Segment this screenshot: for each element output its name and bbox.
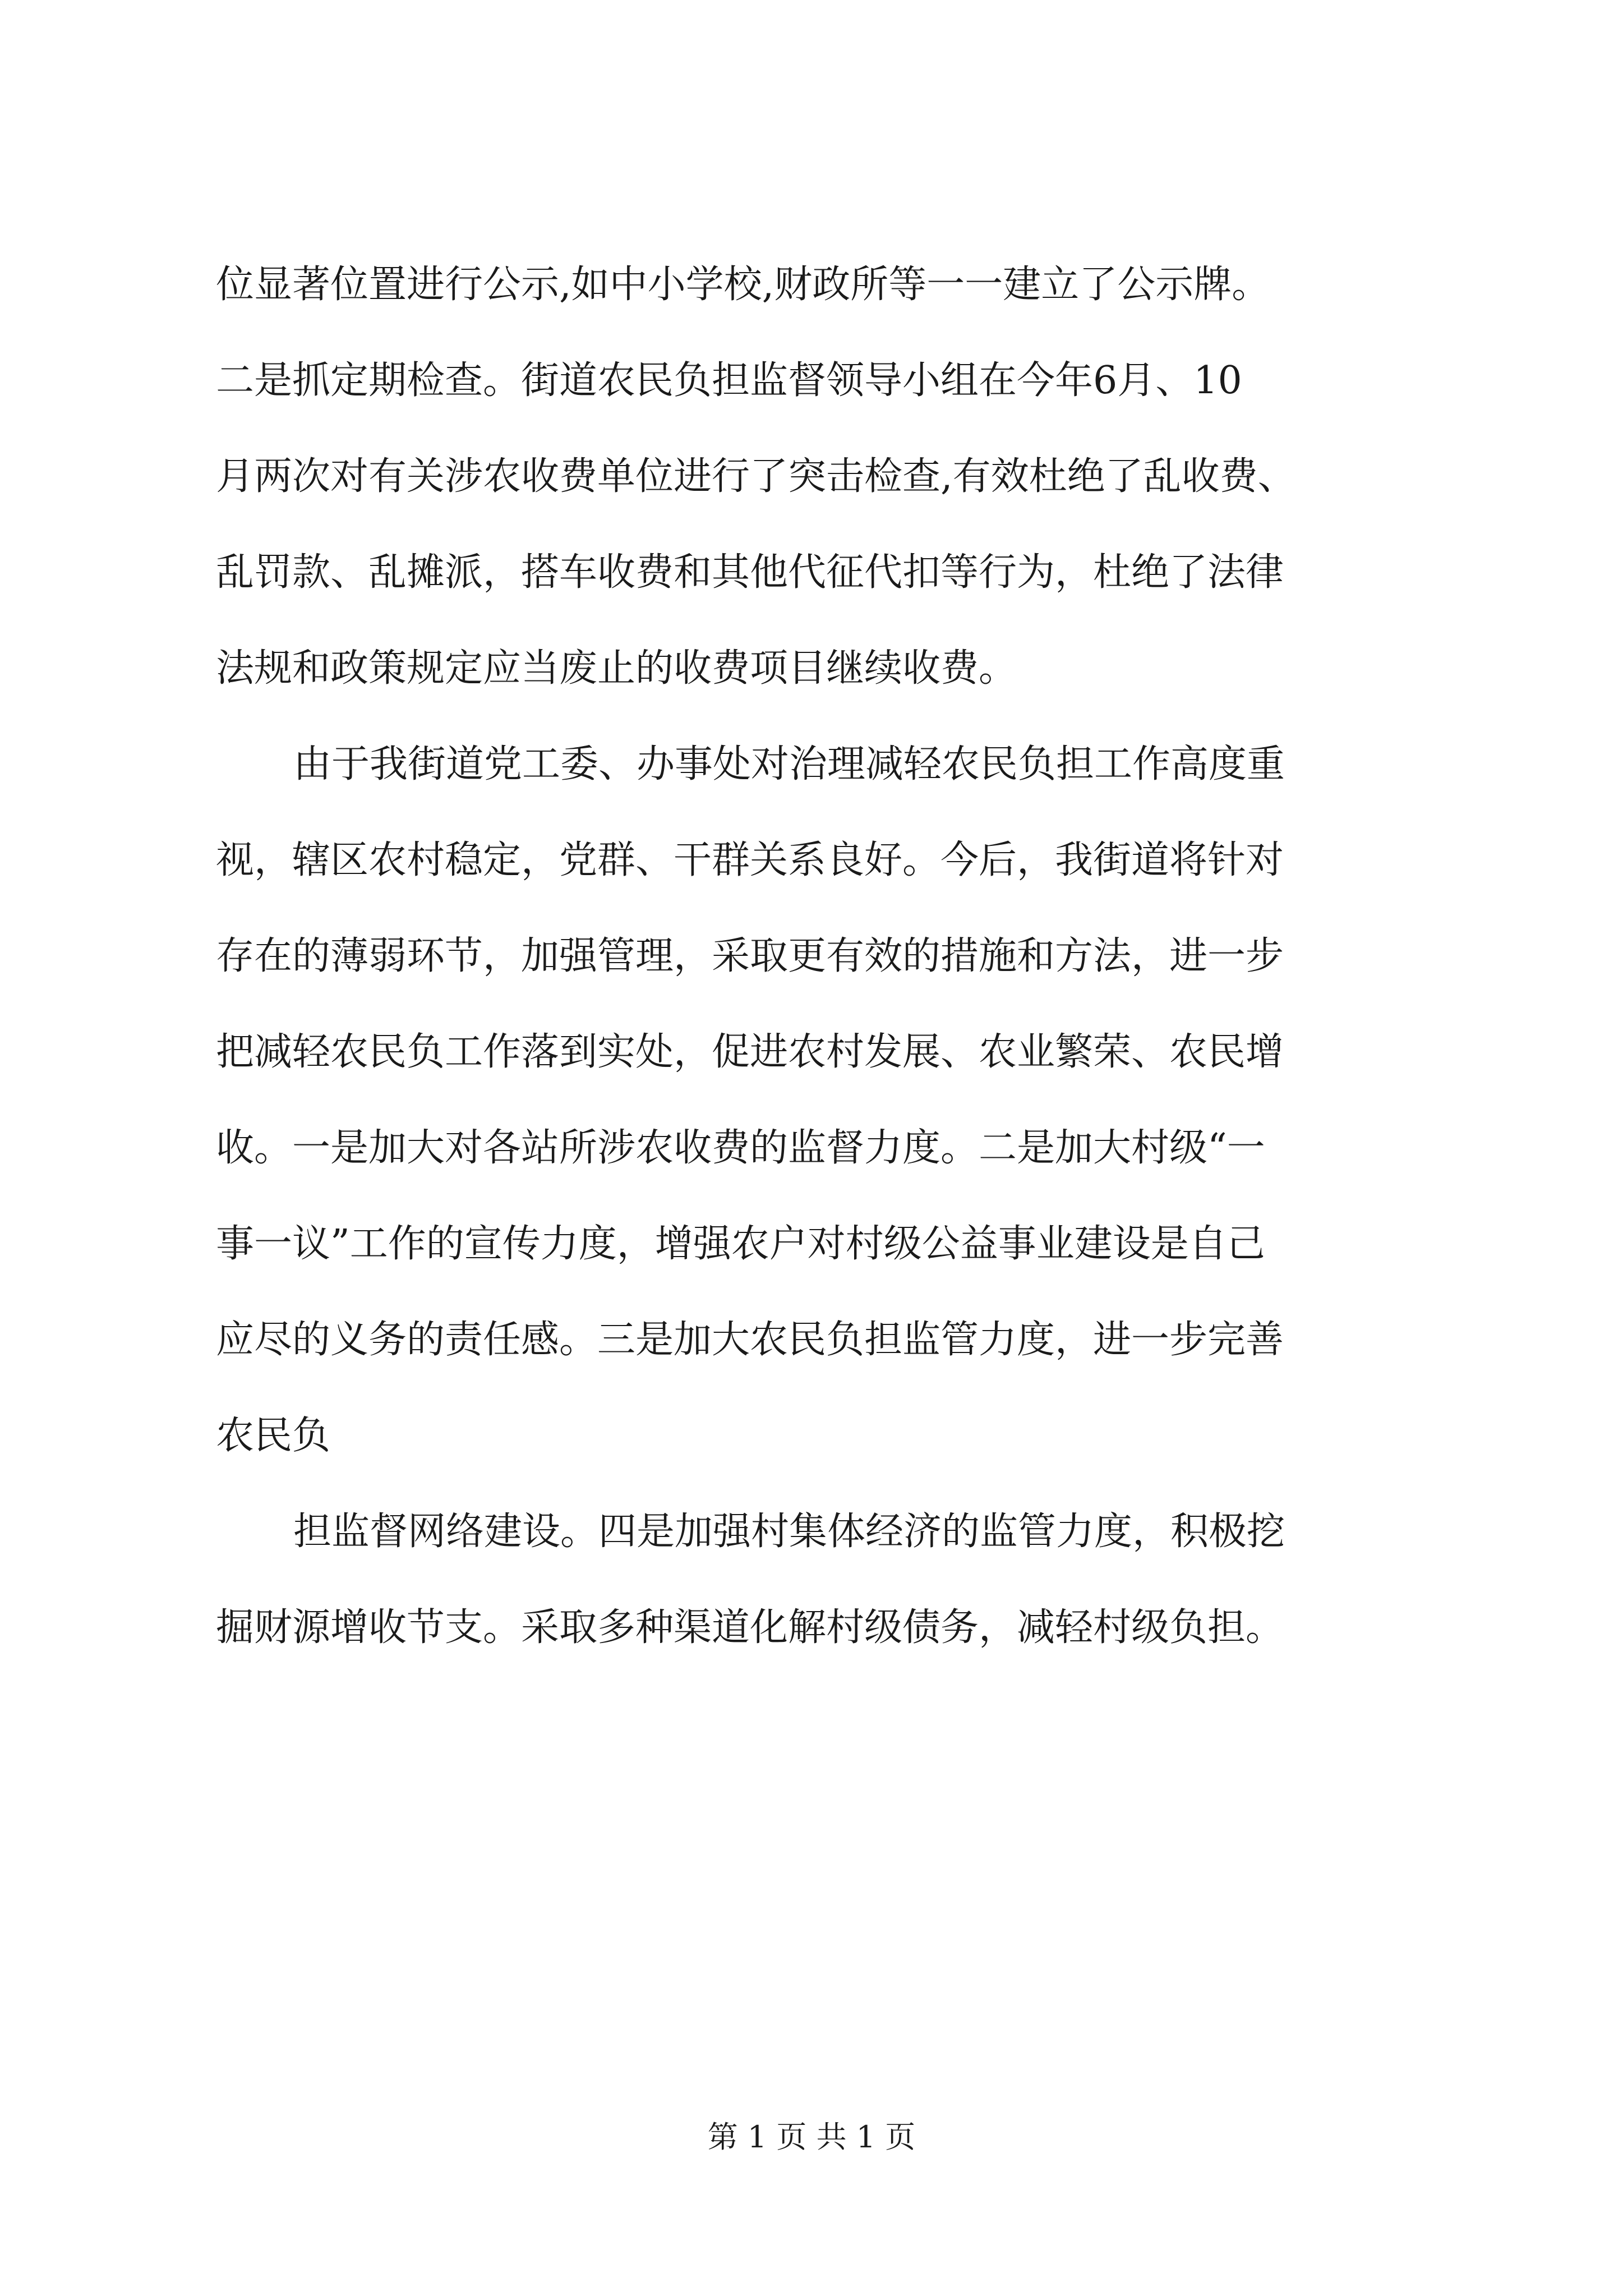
- body-text: [216, 264, 1478, 1703]
- text-line: 应尽的义务的责任感。三是加大农民负担监管力度，进一步完善: [216, 1318, 1284, 1362]
- page-number: 第 1 页 共 1 页: [707, 2119, 916, 2155]
- text-line: 把减轻农民负工作落到实处，促进农村发展、农业繁荣、农民增: [216, 1030, 1284, 1074]
- text-line: 事一议”工作的宣传力度，增强农户对村级公益事业建设是自己: [216, 1222, 1265, 1266]
- text-line: 由于我街道党工委、办事处对治理减轻农民负担工作高度重: [293, 742, 1285, 786]
- text-line: 视，辖区农村稳定，党群、干群关系良好。今后，我街道将针对: [216, 838, 1284, 882]
- text-line: 农民负: [216, 1414, 331, 1458]
- text-line: 担监督网络建设。四是加强村集体经济的监管力度，积极挖: [293, 1510, 1285, 1554]
- text-line: 法规和政策规定应当废止的收费项目继续收费。: [216, 646, 1017, 691]
- text-line: 存在的薄弱环节，加强管理，采取更有效的措施和方法，进一步: [216, 934, 1284, 978]
- text-line: 二是抓定期检查。街道农民负担监督领导小组在今年6月、10: [216, 358, 1242, 403]
- text-line: 月两次对有关涉农收费单位进行了突击检查,有效杜绝了乱收费、: [216, 454, 1296, 499]
- page-footer: [0, 2120, 1623, 2154]
- text-line: 收。一是加大对各站所涉农收费的监督力度。二是加大村级“一: [216, 1126, 1265, 1170]
- text-line: 掘财源增收节支。采取多种渠道化解村级债务，减轻村级负担。: [216, 1605, 1284, 1650]
- text-line: 位显著位置进行公示,如中小学校,财政所等一一建立了公示牌。: [216, 263, 1270, 307]
- text-line: 乱罚款、乱摊派，搭车收费和其他代征代扣等行为，杜绝了法律: [216, 550, 1284, 595]
